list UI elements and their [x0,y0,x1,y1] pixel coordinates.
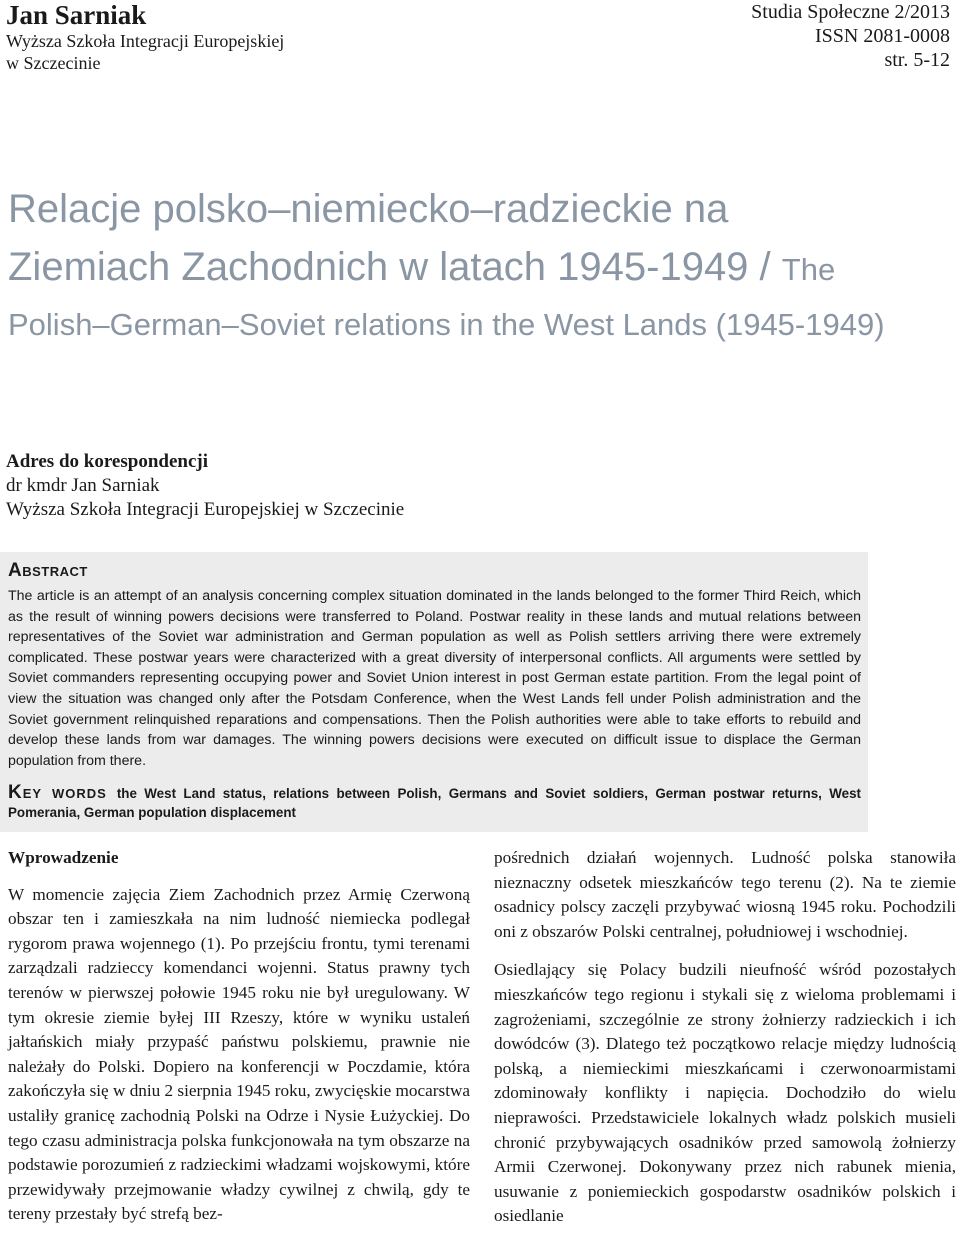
keywords-text: the West Land status, relations between Polish, Germans and Soviet soldiers, German postwar returns, West Pomerania, German population displacement [8,786,861,821]
author-block [6,0,284,74]
author-affiliation-line1: Wyższa Szkoła Integracji Europejskiej [6,31,285,51]
abstract-heading: Abstract [8,560,88,581]
abstract-text: The article is an attempt of an analysis concerning complex situation dominated in the lands belonged to the former Third Reich, which as the result of winning powers decisions were transferred to Poland. Postwar reality in these lands and mutual relations between representatives of the Soviet war administration and German population as well as Polish settlers arriving there were extremely complicated. These postwar years were characterized with a great diversity of interpersonal conflicts. All arguments were settled by Soviet commanders representing occupying power and Soviet Union interest in post German estate partition. From the legal point of view the situation was changed only after the Potsdam Conference, when the West Lands fell under Polish administration and the Soviet government relinquished reparations and compensations. Then the Polish authorities were able to take efforts to rebuild and develop these lands from war damages. The winning powers decisions were executed on difficult issue to displace the German population from there. [8,588,861,769]
keywords-label: Key words [8,782,107,804]
author-name: Jan Sarniak [6,0,147,30]
correspondence-name: dr kmdr Jan Sarniak [6,475,160,496]
correspondence-heading: Adres do korespondencji [6,451,208,472]
title-english-part1: The [781,252,836,287]
journal-name: Studia Społeczne 2/2013 [751,1,950,23]
correspondence-block [6,450,404,522]
body-paragraph: pośrednich działań wojennych. Ludność polska stanowiła nieznaczny odsetek mieszkańców tego terenu (2). Na te ziemie osadnicy polscy zaczęli przybywać wiosną 1945 roku. Pochodzili oni z obszarów Polski centralnej, południowej i wschodniej. [494,848,956,941]
journal-issn: ISSN 2081-0008 [814,25,950,47]
journal-pages: str. 5-12 [884,49,950,71]
article-title [8,180,953,351]
body-paragraph: W momencie zajęcia Ziem Zachodnich przez Armię Czerwoną obszar ten i zamieszkała na nim ludność niemiecka podlegał rygorom prawa wojennego (1). Po przejściu frontu, tymi terenami zarządzali radzieccy komendanci wojenni. Status prawny tych terenów w pierwszej połowie 1945 roku nie był uregulowany. W tym okresie ziemie byłej III Rzeszy, które w wyniku ustaleń jałtańskich miały przypaść państwu polskiemu, prawnie nie należały do Polski. Dopiero na konferencji w Poczdamie, która zakończyła się w dniu 2 sierpnia 1945 roku, zwycięskie mocarstwa ustaliły granicę zachodnią Polski na Odrze i Nysie Łużyckiej. Do tego czasu administracja polska funkcjonowała na tym obszarze na podstawie porozumień z radzieckimi władzami wojskowymi, które przewidywały przejmowanie władzy cywilnej z chwilą, gdy te tereny przestały być strefą bez- [8,884,471,1224]
body-column-right [494,846,956,1243]
section-heading: Wprowadzenie [8,848,119,867]
title-polish-line1: Relacje polsko–niemiecko–radzieckie na [8,187,729,231]
abstract-box [0,552,868,832]
body-paragraph: Osiedlający się Polacy budzili nieufność wśród pozostałych mieszkańców tego regionu i stykali się z wieloma problemami i zagrożeniami, szczególnie ze strony żołnierzy radzieckich i ich dowódców (3). Dlatego też początkowo relacje między ludnością polską, a niemieckimi mieszkańcami i czerwonoarmistami zdominowały konflikty i napięcia. Dochodziło do wielu nieprawości. Przedstawiciele lokalnych władz polskich musieli chronić przybywających osadników przed samowolą żołnierzy Armii Czerwonej. Dokonywany przez nich rabunek mienia, usuwanie z poniemieckich gospodarstw osadników polskich i osiedlanie [494,960,956,1226]
title-polish-line2 [8,238,953,299]
title-english-line2: Polish–German–Soviet relations in the West Lands (1945-1949) [8,307,885,342]
keywords [8,783,861,822]
author-affiliation-line2: w Szczecinie [6,53,101,73]
title-polish-line2-text: Ziemiach Zachodnich w latach 1945-1949 / [8,245,782,289]
correspondence-institution: Wyższa Szkoła Integracji Europejskiej w Szczecinie [6,499,405,520]
abstract-content [8,560,861,822]
journal-info [751,0,950,72]
body-column-left [8,846,470,1241]
